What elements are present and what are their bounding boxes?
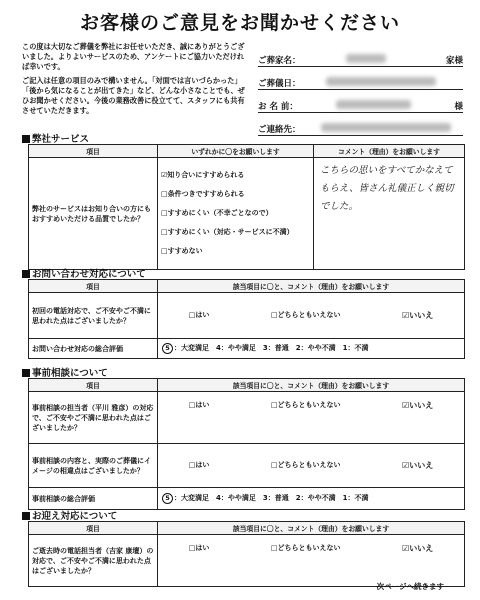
- square-bullet-icon: [22, 512, 30, 520]
- overall-label: 事前相談の総合評価: [29, 488, 158, 510]
- question-cell: 初回の電話対応で、ご不安やご不満に思われた点はございましたか？: [29, 293, 158, 339]
- customer-info: [258, 46, 463, 138]
- question-cell: ご逝去時の電話担当者（吉家 康壇）の対応で、ご不安やご不満に思われた点はございましたか？: [29, 535, 158, 587]
- selected-rating: 5: [162, 493, 173, 504]
- choice-neutral[interactable]: □どちらともいえない: [270, 543, 341, 552]
- intro-paragraph: この度は大切なご葬儀を弊社にお任せいただき、誠にありがとうございました。よりよいサービスのため、アンケートにご協力いただければ幸いです。: [22, 42, 245, 71]
- choice-neutral[interactable]: □どちらともいえない: [270, 400, 341, 409]
- overall-label: お問い合わせ対応の総合評価: [29, 339, 158, 359]
- info-label: ご葬儀日：: [258, 79, 301, 89]
- square-bullet-icon: [22, 369, 30, 377]
- choice-option[interactable]: □すすめない: [161, 247, 203, 255]
- choice-cell: [158, 158, 314, 270]
- choice-option[interactable]: □条件つきですすめられる: [161, 190, 245, 198]
- choice-option[interactable]: □すすめにくい（不幸ごとなので）: [161, 209, 273, 217]
- col-header-item: 項目: [29, 522, 158, 535]
- section-label: 事前相談について: [32, 368, 108, 379]
- info-row-contact: [258, 115, 463, 136]
- choice-no[interactable]: ☑いいえ: [402, 543, 434, 553]
- col-header-choice: いずれかに〇をお願いします: [158, 145, 314, 158]
- info-row-family: [258, 46, 463, 67]
- choice-neutral[interactable]: □どちらともいえない: [270, 461, 341, 469]
- answer-cell: [158, 444, 465, 488]
- answer-cell: [158, 392, 465, 444]
- info-label: お 名 前：: [258, 102, 298, 112]
- section-label: 弊社サービス: [32, 134, 90, 145]
- choice-option[interactable]: □すすめにくい（対応・サービスに不満）: [161, 228, 294, 236]
- choice-no[interactable]: ☑いいえ: [402, 461, 434, 470]
- choice-neutral[interactable]: □どちらともいえない: [270, 311, 341, 319]
- info-suffix: 様: [454, 102, 463, 112]
- col-header-item: 項目: [29, 280, 158, 293]
- answer-cell: [158, 535, 465, 587]
- info-row-name: [258, 92, 463, 113]
- redacted-value: [316, 115, 435, 135]
- col-header-item: 項目: [29, 145, 158, 158]
- section-heading-pickup: [22, 508, 117, 522]
- info-label: ご葬家名：: [258, 56, 301, 66]
- square-bullet-icon: [22, 270, 30, 278]
- info-row-date: [258, 69, 463, 90]
- col-header-answer: 該当項目に〇と、コメント（理由）をお願いします: [158, 522, 465, 535]
- redacted-value: [316, 46, 435, 66]
- rating-text: 大変満足 4：やや満足 3：普通 2：やや不満 1：不満: [181, 344, 369, 352]
- section-heading-consultation: [22, 365, 108, 379]
- intro-text: [22, 42, 247, 120]
- choice-yes[interactable]: □はい: [188, 311, 210, 319]
- section-heading-inquiry: [22, 266, 146, 280]
- rating-scale[interactable]: 5 ：大変満足 4：やや満足 3：普通 2：やや不満 1：不満: [158, 488, 465, 510]
- handwritten-comment[interactable]: こちらの思いをすべてかなえてもらえ、皆さん礼儀正しく親切でした。: [314, 158, 465, 270]
- question-cell: 弊社のサービスはお知り合いの方にもおすすめいただける品質でしたか？: [29, 158, 158, 270]
- pickup-table: [28, 521, 465, 587]
- col-header-item: 項目: [29, 379, 158, 392]
- choice-no[interactable]: ☑いいえ: [402, 311, 434, 320]
- section-heading-service: [22, 131, 89, 145]
- choice-no[interactable]: ☑いいえ: [402, 400, 434, 410]
- rating-text: 大変満足 4：やや満足 3：普通 2：やや不満 1：不満: [181, 494, 369, 502]
- consultation-table: [28, 378, 465, 510]
- next-page-note: 次ページへ続きます: [376, 582, 444, 591]
- col-header-comment: コメント（理由）をお願いします: [314, 145, 465, 158]
- info-suffix: 家様: [445, 56, 463, 66]
- redacted-value: [316, 92, 435, 112]
- rating-scale[interactable]: 5 ：大変満足 4：やや満足 3：普通 2：やや不満 1：不満: [158, 339, 465, 359]
- redacted-value: [316, 69, 435, 89]
- intro-paragraph: ご記入は任意の項目のみで構いません。「対面では言いづらかった」「後から気になることが出てきた」など、どんな小さなことでも、ぜひお聞かせください。今後の業務改善に役立てて、スタッフにも共有させていただきます。: [22, 76, 245, 115]
- info-label: ご連絡先：: [258, 125, 301, 135]
- page-title: お客様のご意見をお聞かせください: [79, 12, 400, 34]
- col-header-answer: 該当項目に〇と、コメント（理由）をお願いします: [158, 280, 465, 293]
- section-label: お迎え対応について: [32, 511, 118, 522]
- selected-rating: 5: [162, 343, 173, 354]
- square-bullet-icon: [22, 135, 30, 143]
- answer-cell: [158, 293, 465, 339]
- question-cell: 事前相談の担当者（平川 雅彦）の対応で、ご不安やご不満に思われた点はございましたか？: [29, 392, 158, 444]
- inquiry-table: [28, 279, 465, 359]
- section-label: お問い合わせ対応について: [32, 269, 146, 280]
- choice-yes[interactable]: □はい: [188, 543, 210, 552]
- col-header-answer: 該当項目に〇と、コメント（理由）をお願いします: [158, 379, 465, 392]
- choice-yes[interactable]: □はい: [188, 461, 210, 469]
- choice-option[interactable]: ☑知り合いにすすめられる: [161, 171, 245, 179]
- service-table: [28, 144, 465, 270]
- question-cell: 事前相談の内容と、実際のご葬儀にイメージの相違点はございましたか？: [29, 444, 158, 488]
- choice-yes[interactable]: □はい: [188, 400, 210, 409]
